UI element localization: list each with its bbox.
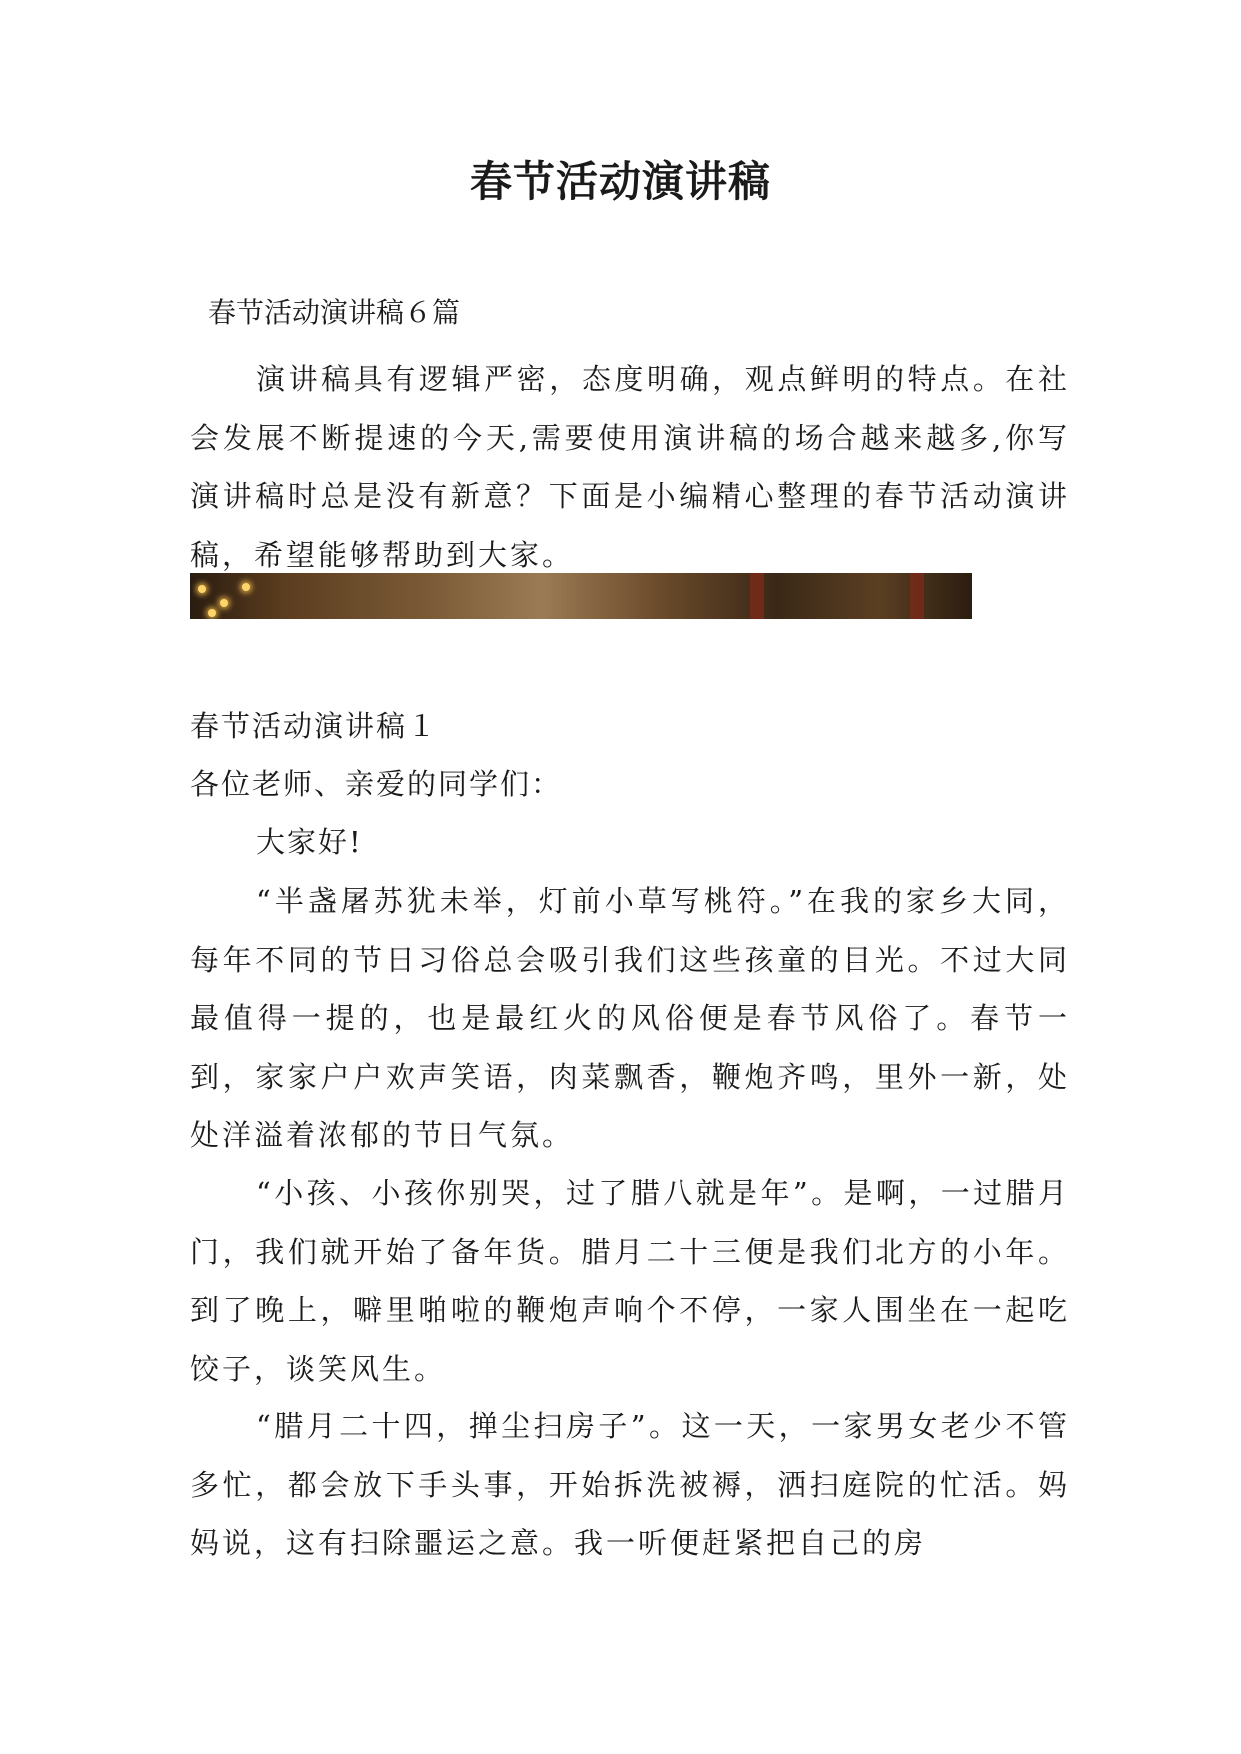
body-paragraph-2: “小孩、小孩你别哭，过了腊八就是年”。是啊，一过腊月门，我们就开始了备年货。腊月二十三便是我们北方的小年。到了晚上，噼里啪啦的鞭炮声响个不停，一家人围坐在一起吃饺子，谈笑风生。 [190, 1176, 1070, 1386]
greeting: 大家好! [256, 825, 363, 859]
section-heading: 春节活动演讲稿１ [190, 709, 439, 743]
salutation: 各位老师、亲爱的同学们： [190, 767, 563, 801]
decorative-banner-image [190, 573, 972, 619]
lantern-light-icon [198, 585, 206, 593]
lantern-light-icon [220, 599, 228, 607]
pillar-shape [750, 573, 764, 619]
document-subtitle: 春节活动演讲稿６篇 [208, 296, 461, 329]
lantern-light-icon [208, 609, 216, 617]
pillar-shape [910, 573, 924, 619]
lantern-light-icon [242, 583, 250, 591]
body-paragraph-3: “腊月二十四，掸尘扫房子”。这一天，一家男女老少不管多忙，都会放下手头事，开始拆洗被褥，洒扫庭院的忙活。妈妈说，这有扫除噩运之意。我一听便赶紧把自己的房 [190, 1409, 1070, 1560]
body-paragraph-1: “半盏屠苏犹未举，灯前小草写桃符。”在我的家乡大同，每年不同的节日习俗总会吸引我们这些孩童的目光。不过大同最值得一提的，也是最红火的风俗便是春节风俗了。春节一到，家家户户欢声笑语，肉菜飘香，鞭炮齐鸣，里外一新，处处洋溢着浓郁的节日气氛。 [190, 884, 1070, 1152]
document-title: 春节活动演讲稿 [469, 157, 771, 206]
intro-paragraph: 演讲稿具有逻辑严密，态度明确，观点鲜明的特点。在社会发展不断提速的今天,需要使用演讲稿的场合越来越多,你写演讲稿时总是没有新意？下面是小编精心整理的春节活动演讲稿，希望能够帮助到大家。 [190, 362, 1070, 572]
